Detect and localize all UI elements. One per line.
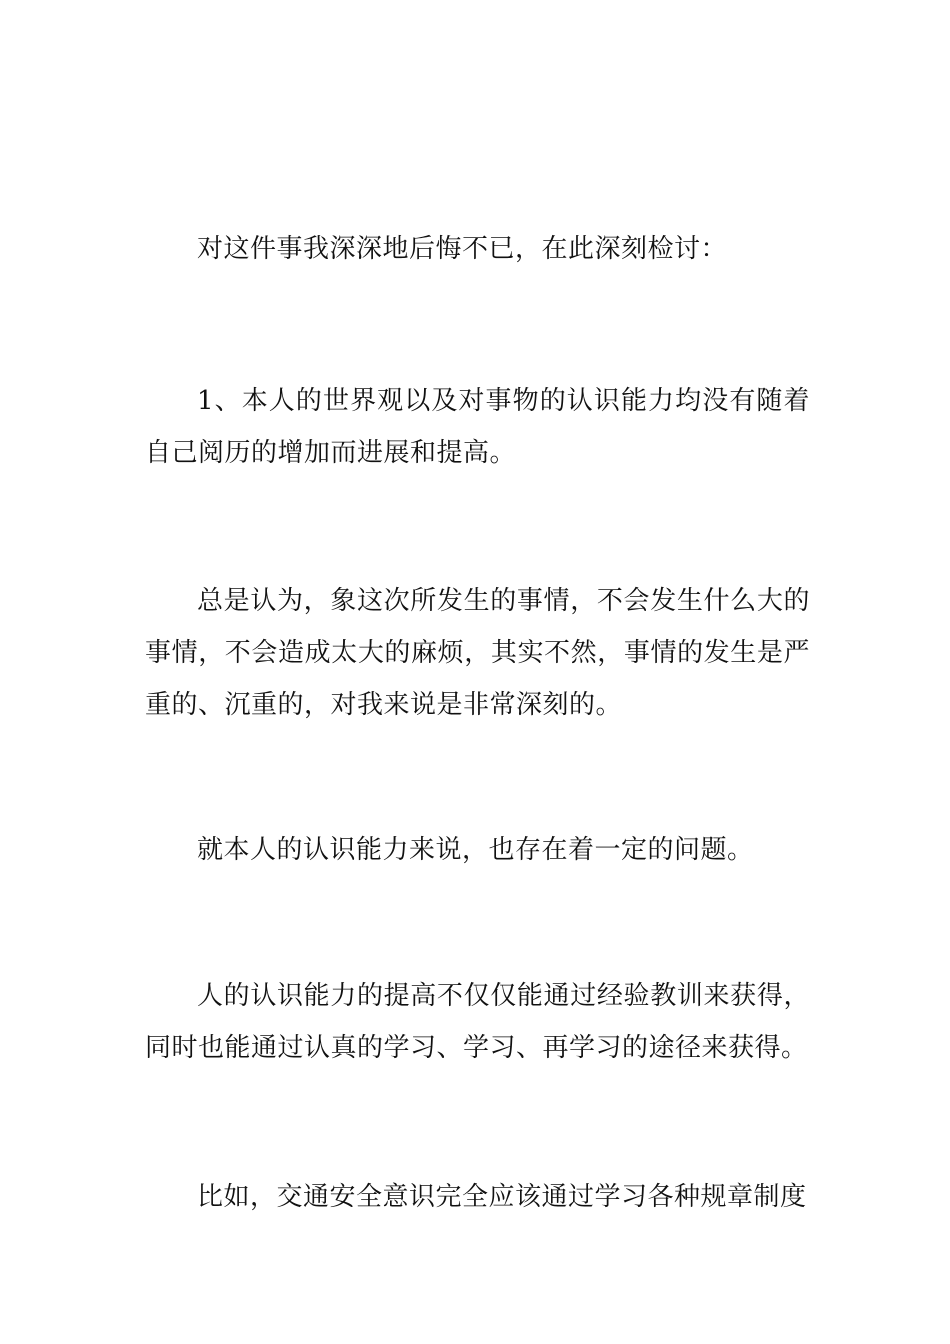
paragraph-4: 就本人的认识能力来说，也存在着一定的问题。 bbox=[197, 835, 754, 865]
paragraph-6: 比如，交通安全意识完全应该通过学习各种规章制度 bbox=[197, 1182, 807, 1212]
paragraph-1: 对这件事我深深地后悔不已，在此深刻检讨： bbox=[197, 234, 728, 264]
paragraph-2: 1、本人的世界观以及对事物的认识能力均没有随着自己阅历的增加而进展和提高。 bbox=[145, 386, 810, 468]
paragraph-5: 人的认识能力的提高不仅仅能通过经验教训来获得，同时也能通过认真的学习、学习、再学习的途径来获得。 bbox=[145, 981, 810, 1063]
paragraph-3: 总是认为，象这次所发生的事情，不会发生什么大的事情，不会造成太大的麻烦，其实不然，事情的发生是严重的、沉重的，对我来说是非常深刻的。 bbox=[145, 586, 810, 720]
